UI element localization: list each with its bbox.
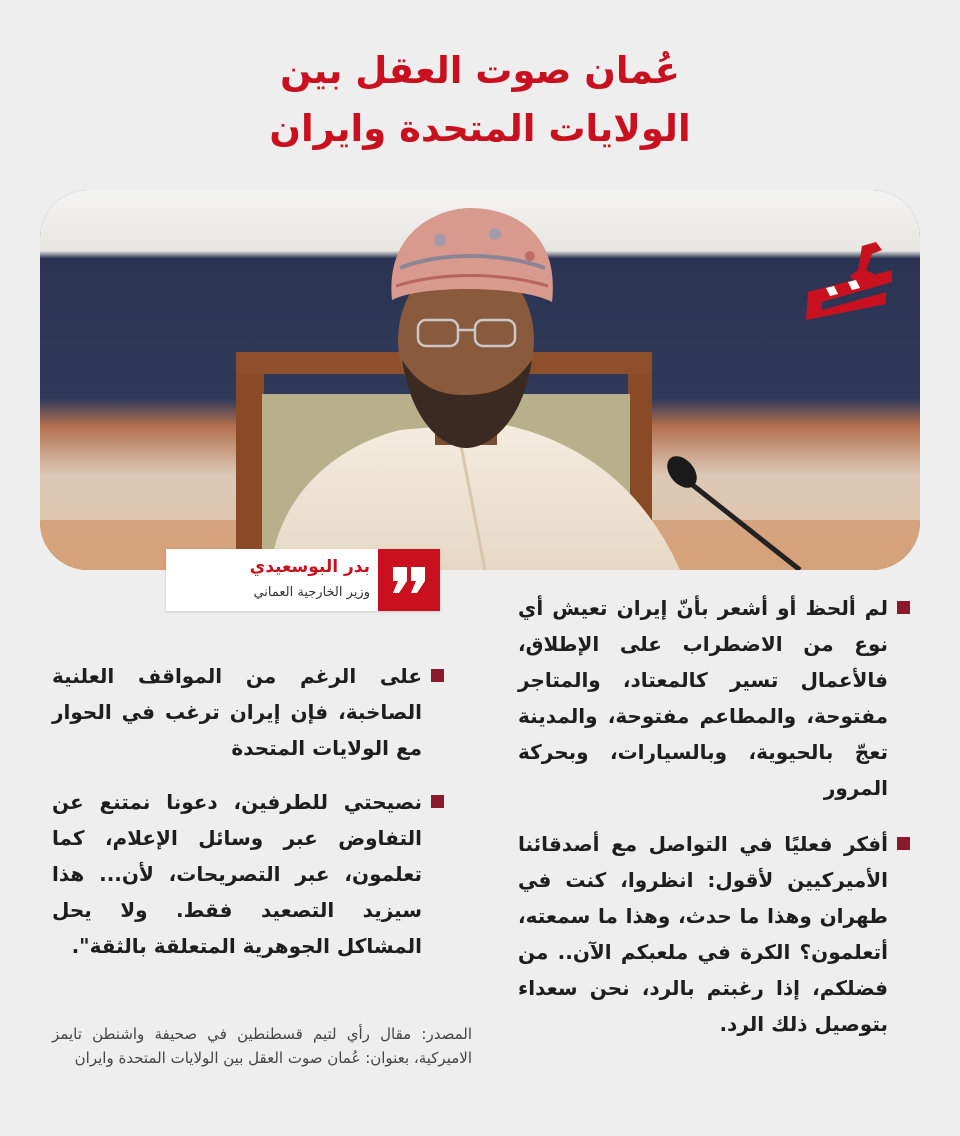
headline-line-1: عُمان صوت العقل بين (280, 49, 680, 92)
headline (0, 42, 960, 158)
source-note: المصدر: مقال رأي لتيم قسطنطين في صحيفة واشنطن تايمز الاميركية، بعنوان: عُمان صوت العقل بين الولايات المتحدة وايران (52, 1025, 472, 1067)
right-quote-column (518, 590, 910, 1042)
quote-mark-shape (389, 563, 429, 597)
brand-logo-mark (800, 240, 900, 322)
quote-bullet: نصيحتي للطرفين، دعونا نمتنع عن التفاوض عبر وسائل الإعلام، كما تعلمون، عبر التصريحات، لأن... هذا سيزيد التصعيد فقط. ولا يحل المشاكل الجوهرية المتعلقة بالثقة". (52, 784, 444, 964)
speaker-photo (40, 190, 920, 570)
quote-bullet: لم ألحظ أو أشعر بأنّ إيران تعيش أي نوع من الاضطراب على الإطلاق، فالأعمال تسير كالمعتاد، والمتاجر مفتوحة، والمطاعم مفتوحة، والمدينة تعجّ بالحيوية، وبالسيارات، وبحركة المرور (518, 590, 910, 806)
photo-illustration (40, 190, 920, 570)
speaker-role: وزير الخارجية العماني (253, 585, 370, 600)
quote-bullet: على الرغم من المواقف العلنية الصاخبة، فإن إيران ترغب في الحوار مع الولايات المتحدة (52, 658, 444, 766)
quote-icon (378, 549, 440, 611)
headline-line-2: الولايات المتحدة وايران (269, 107, 691, 150)
speaker-name: بدر البوسعيدي (249, 557, 370, 577)
speaker-caption (166, 549, 440, 611)
quote-bullet: أفكر فعليًا في التواصل مع أصدقائنا الأميركيين لأقول: انظروا، كنت في طهران وهذا ما حدث، وهذا ما سمعته، أتعلمون؟ الكرة في ملعبكم الآن.. من فضلكم، إذا رغبتم بالرد، نحن سعداء بتوصيل ذلك الرد. (518, 826, 910, 1042)
brand-logo (800, 240, 900, 322)
left-quote-column (52, 658, 444, 964)
